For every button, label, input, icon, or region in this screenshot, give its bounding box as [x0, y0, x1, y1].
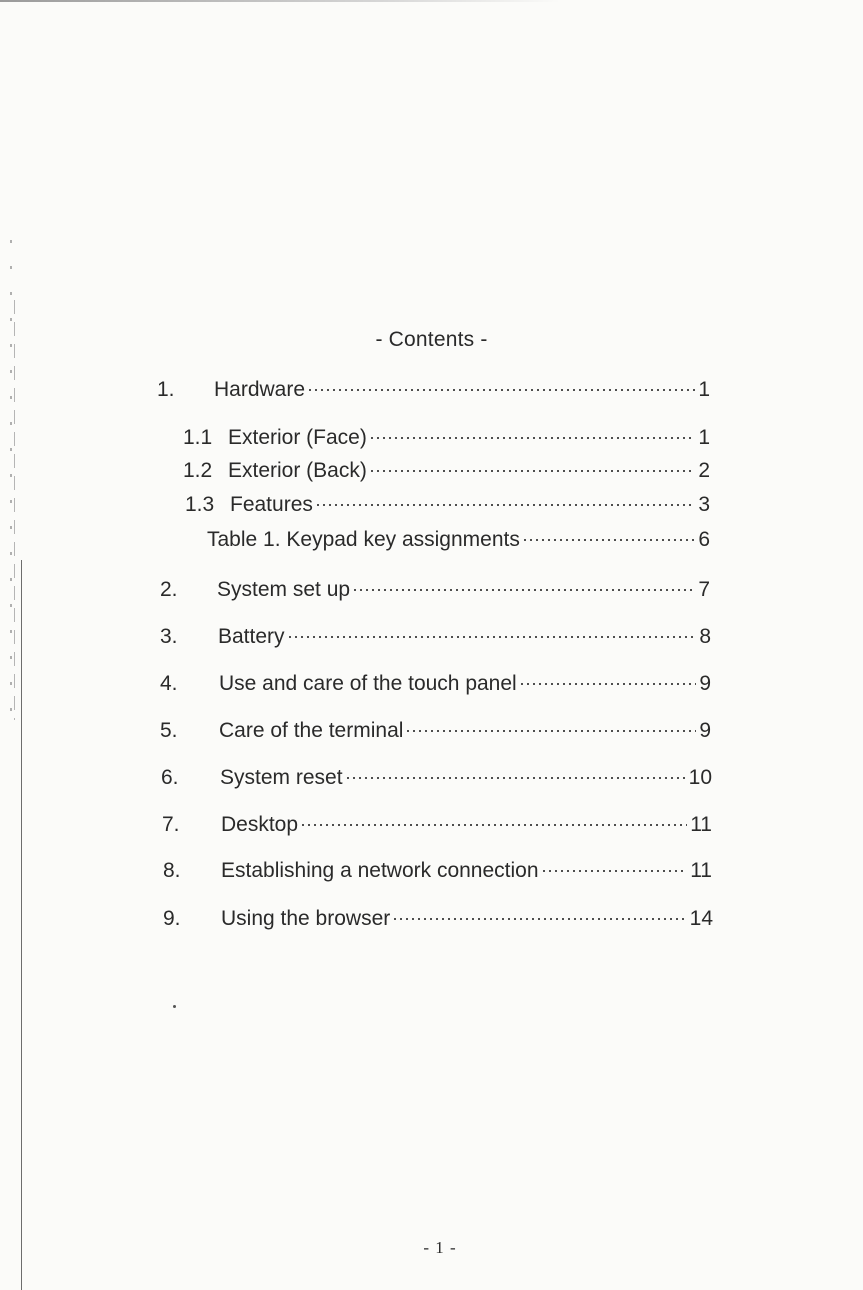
toc-dot-leader: [352, 588, 695, 592]
toc-entry-number: 8.: [163, 859, 181, 882]
toc-entry-page: 9: [699, 672, 711, 695]
toc-dot-leader: [392, 917, 686, 921]
toc-dot-leader: [287, 635, 697, 639]
toc-dot-leader: [522, 538, 695, 542]
toc-entry-number: 1.: [157, 378, 175, 401]
toc-entry-page: 9: [699, 719, 711, 742]
toc-entry-label: Table 1. Keypad key assignments: [207, 528, 520, 551]
toc-entry-page: 10: [688, 766, 712, 789]
toc-entry-page: 6: [698, 528, 710, 551]
toc-entry-network-connection: [163, 859, 712, 887]
toc-entry-number: 9.: [163, 907, 181, 930]
toc-entry-number: 2.: [160, 578, 178, 601]
toc-entry-battery: [160, 625, 711, 653]
contents-title: - Contents -: [375, 328, 488, 351]
toc-entry-system-setup: [160, 578, 710, 606]
toc-entry-page: 1: [698, 378, 710, 401]
scan-left-marks: [10, 240, 12, 720]
toc-entry-page: 14: [689, 907, 713, 930]
toc-entry-label: Care of the terminal: [219, 719, 404, 742]
toc-entry-label: Using the browser: [221, 907, 391, 930]
toc-entry-label: Hardware: [214, 378, 306, 401]
toc-entry-number: 1.1: [183, 426, 213, 449]
toc-entry-label: System set up: [217, 578, 351, 601]
toc-entry-page: 11: [690, 813, 712, 836]
scan-left-dashed-line: [14, 300, 15, 720]
toc-entry-browser: [163, 907, 713, 935]
toc-entry-number: 6.: [161, 766, 179, 789]
toc-dot-leader: [369, 469, 695, 473]
toc-entry-system-reset: [161, 766, 712, 794]
toc-entry-label: Desktop: [221, 813, 299, 836]
scan-left-edge-line: [21, 560, 22, 1290]
toc-entry-page: 3: [698, 493, 710, 516]
toc-entry-number: 5.: [160, 719, 178, 742]
toc-entry-label: Establishing a network connection: [221, 859, 539, 882]
toc-entry-keypad-table: [207, 528, 710, 556]
scan-speck: [173, 1005, 176, 1008]
toc-entry-label: Exterior (Back): [228, 459, 367, 482]
scan-top-edge: [0, 0, 560, 2]
toc-entry-hardware: [157, 378, 710, 406]
toc-entry-exterior-back: [183, 459, 710, 487]
toc-entry-page: 2: [698, 459, 710, 482]
toc-entry-terminal-care: [160, 719, 711, 747]
toc-entry-number: 1.3: [185, 493, 215, 516]
toc-dot-leader: [315, 503, 695, 507]
toc-dot-leader: [307, 388, 695, 392]
toc-entry-label: Exterior (Face): [228, 426, 367, 449]
toc-entry-page: 8: [699, 625, 711, 648]
toc-entry-touch-panel: [160, 672, 711, 700]
toc-entry-number: 1.2: [183, 459, 213, 482]
toc-entry-label: Battery: [218, 625, 285, 648]
toc-entry-label: Use and care of the touch panel: [219, 672, 517, 695]
page-number: - 1 -: [423, 1238, 457, 1257]
toc-dot-leader: [300, 823, 687, 827]
toc-entry-page: 11: [690, 859, 712, 882]
toc-dot-leader: [369, 436, 695, 440]
toc-dot-leader: [405, 729, 696, 733]
toc-entry-number: 4.: [160, 672, 178, 695]
toc-dot-leader: [519, 682, 697, 686]
toc-entry-desktop: [162, 813, 712, 841]
toc-entry-page: 7: [698, 578, 710, 601]
toc-entry-exterior-face: [183, 426, 710, 454]
toc-entry-label: Features: [230, 493, 313, 516]
toc-entry-label: System reset: [220, 766, 343, 789]
toc-entry-page: 1: [698, 426, 710, 449]
toc-dot-leader: [345, 776, 686, 780]
toc-entry-number: 3.: [160, 625, 178, 648]
toc-entry-features: [185, 493, 710, 521]
toc-dot-leader: [541, 869, 688, 873]
toc-entry-number: 7.: [162, 813, 180, 836]
